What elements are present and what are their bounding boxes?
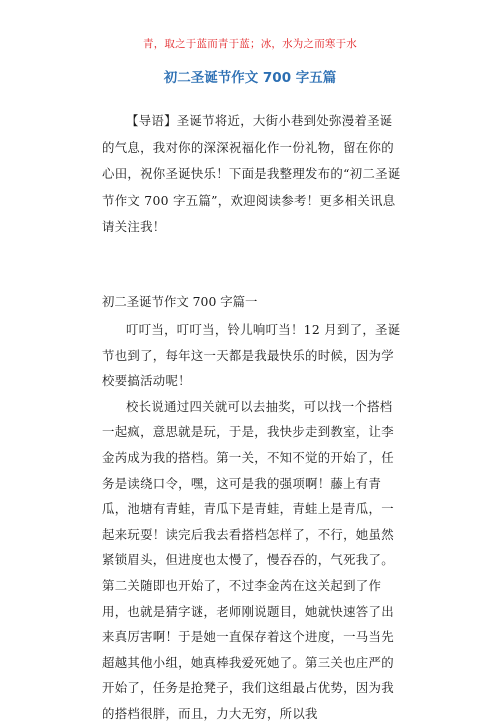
essay-body [102, 317, 401, 727]
section-title: 初二圣诞节作文 700 字篇一 [102, 294, 258, 309]
header-motto: 青，取之于蓝而青于蓝；冰，水为之而寒于水 [143, 38, 357, 50]
essay-paragraph-2: 校长说通过四关就可以去抽奖，可以找一个搭档一起疯，意思就是玩，于是，我快步走到教室，让李金芮成为我的搭档。第一关，不知不觉的开始了，任务是读绕口令，嘿，这可是我的强项啊！藤上有青瓜，池塘有青蛙，青瓜下是青蛙，青蛙上是青瓜，一起来玩耍！读完后我去看搭档怎样了，不行，她虽然紧锁眉头，但进度也太慢了，慢吞吞的，气死我了。第二关随即也开始了，不过李金芮在这关起到了作用，也就是猜字谜，老师刚说题目，她就快速答了出来真厉害啊！于是她一直保存着这个进度，一马当先超越其他小组，她真棒我爱死她了。第三关也庄严的开始了，任务是抢凳子，我们这组最占优势，因为我的搭档很胖，而且，力大无穷，所以我 [102, 398, 394, 721]
intro-paragraph: 【导语】圣诞节将近，大街小巷到处弥漫着圣诞的气息，我对你的深深祝福化作一份礼物，留在你的心田，祝你圣诞快乐！下面是我整理发布的“初二圣诞节作文 700 字五篇”，欢迎阅读参考！更多相关讯息请关注我！ [102, 113, 401, 234]
intro-block [102, 108, 402, 241]
essay-paragraph-1: 叮叮当，叮叮当，铃儿响叮当！12 月到了，圣诞节也到了，每年这一天都是我最快乐的时候，因为学校要搞活动呢！ [102, 322, 401, 389]
document-title: 初二圣诞节作文 700 字五篇 [163, 70, 337, 86]
